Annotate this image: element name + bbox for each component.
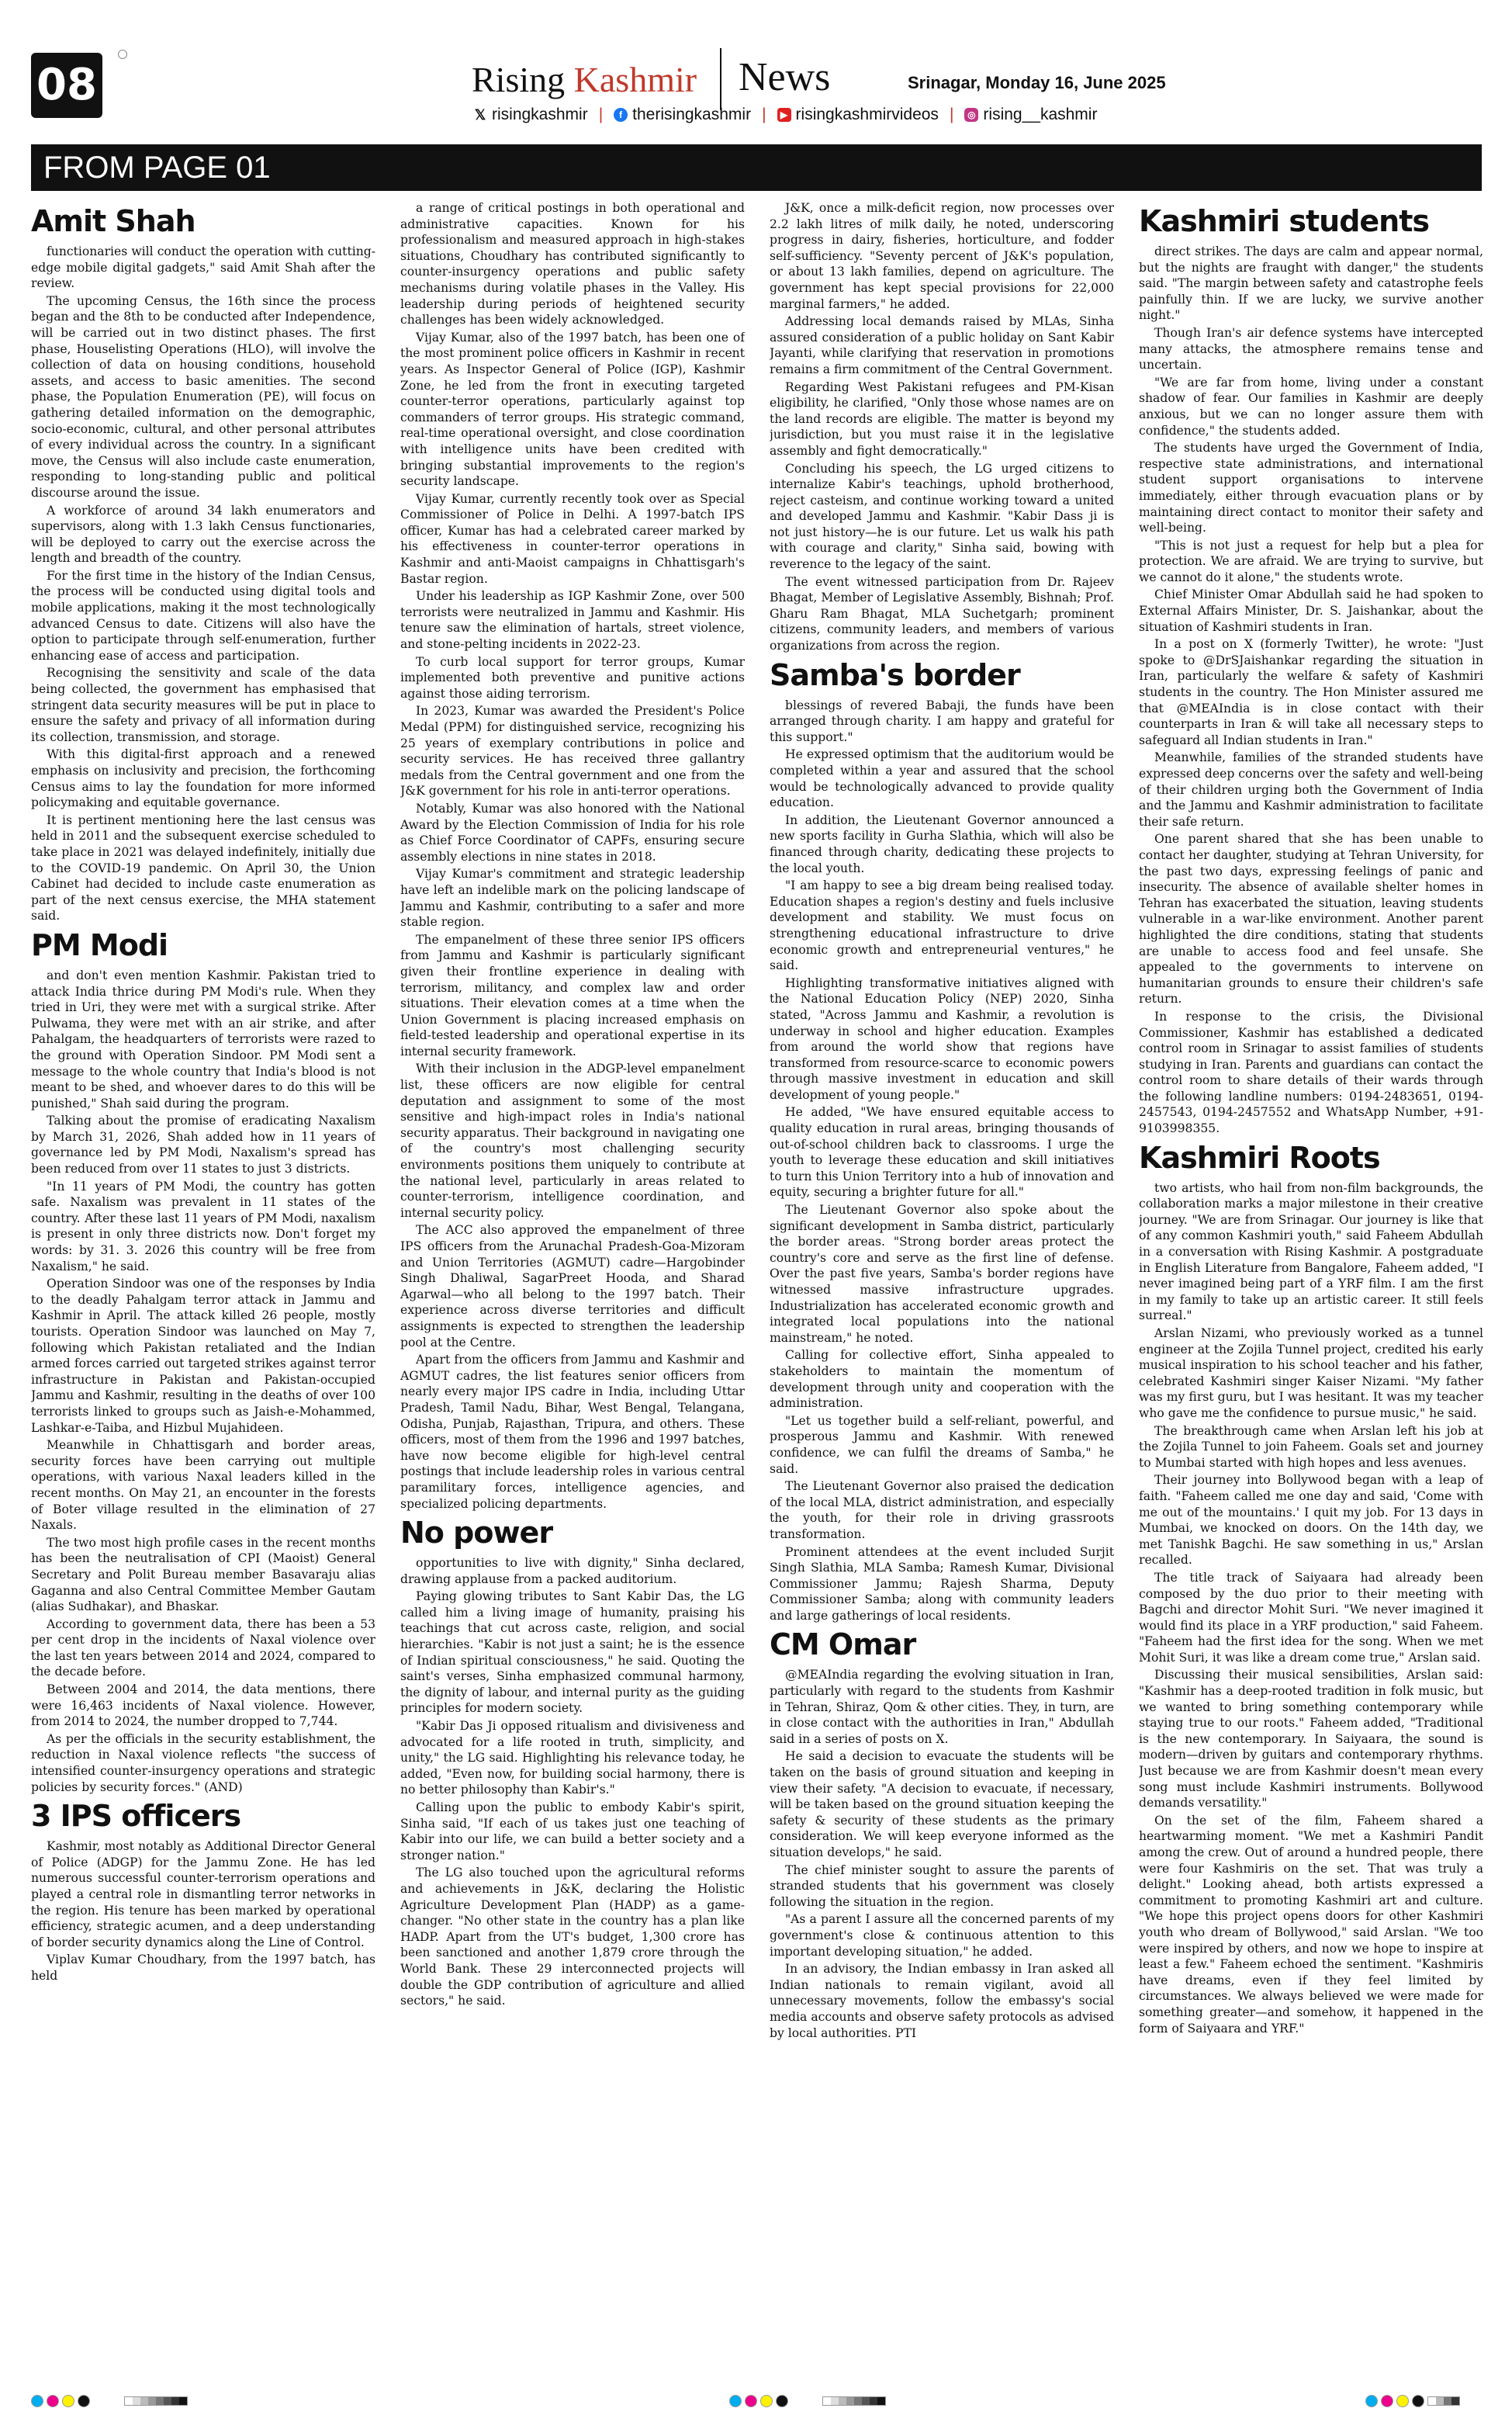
black-dot-icon	[776, 2395, 788, 2407]
instagram-icon: ◎	[964, 108, 978, 122]
article-paragraph: For the first time in the history of the Indian Census, the process will be conducted using digital tools and mobile applications, making it the most technologically advanced Census to date. Citizens will also have the option to participate through self-enumeration, further enhancing ease of access and participation.	[31, 568, 375, 663]
page-number: 08	[31, 53, 102, 118]
dateline: Srinagar, Monday 16, June 2025	[908, 73, 1166, 92]
section-banner: FROM PAGE 01	[31, 144, 1482, 191]
magenta-dot-icon	[47, 2395, 59, 2407]
article-paragraph: The ACC also approved the empanelment of three IPS officers from the Arunachal Pradesh-Goa-Mizoram and Union Territories (AGMUT) cadre—Hargobinder Singh Dhaliwal, SagarPreet Hooda, and Sharad Agarwal—who all belong to the 1997 batch. Their experience across diverse territories and difficult assignments is expected to strengthen the leadership pool at the Centre.	[400, 1223, 745, 1350]
article-paragraph: On the set of the film, Faheem shared a heartwarming moment. "We met a Kashmiri Pandit among the crew. Out of around a hundred people, there were four Kashmiris on the set. That was truly a delight." Looking ahead, both artists expressed a commitment to promoting Kashmiri art and culture. "We hope this project opens doors for other Kashmiri youth who dream of Bollywood," said Arslan. "We too were inspired by others, and now we hope to inspire at least a few." Faheem echoed the sentiment. "Kashmiris have dreams, even if they feel limited by circumstances. We always believed we were made for something greater—and somehow, it happened in the form of Saiyaara and YRF."	[1139, 1813, 1483, 2036]
article-paragraph: He expressed optimism that the auditorium would be completed within a year and assured that the school would be technologically advanced to provide quality education.	[770, 747, 1114, 810]
article-headline: Kashmiri students	[1139, 204, 1430, 238]
article-paragraph: In an advisory, the Indian embassy in Iran asked all Indian nationals to remain vigilant, avoid all unnecessary movements, follow the embassy's social media accounts and observe safety protocols as advised by local authorities. PTI	[770, 1962, 1114, 2040]
article-paragraph: Calling for collective effort, Sinha appealed to stakeholders to maintain the momentum of development through unity and cooperation with the administration.	[770, 1348, 1114, 1411]
article-headline: No power	[400, 1516, 553, 1551]
magenta-dot-icon	[1381, 2395, 1393, 2407]
black-dot-icon	[78, 2395, 90, 2407]
article-paragraph: "We are far from home, living under a constant shadow of fear. Our families in Kashmir are deeply anxious, but we can no longer assure them with confidence," the students added.	[1139, 375, 1483, 438]
article-paragraph: In response to the crisis, the Divisional Commissioner, Kashmir has established a dedicated control room in Srinagar to assist families of students studying in Iran. Parents and guardians can contact the control room to share details of their wards through the following landline numbers: 0194-2483651, 0194-2457543, 0194-2457552 and WhatsApp Number, +91-9103998355.	[1139, 1009, 1483, 1136]
facebook-icon: f	[614, 108, 628, 122]
tone-scale-left	[124, 2396, 188, 2406]
article-paragraph: Vijay Kumar's commitment and strategic leadership have left an indelible mark on the policing landscape of Jammu and Kashmir, contributing to a safer and more stable region.	[400, 867, 745, 930]
article-paragraph: Highlighting transformative initiatives aligned with the National Education Policy (NEP) 2020, Sinha stated, "Across Jammu and Kashmir, a revolution is underway in school and higher education. Examples from around the world show that regions have transformed from resource-scarce to economic powers through massive investment in education and skill development of young people."	[770, 975, 1114, 1102]
article-paragraph: The chief minister sought to assure the parents of stranded students that his government was closely following the situation in the region.	[770, 1862, 1114, 1909]
article-paragraph: Though Iran's air defence systems have intercepted many attacks, the atmosphere remains tense and uncertain.	[1139, 325, 1483, 372]
social-links	[473, 106, 1097, 124]
article-paragraph: The upcoming Census, the 16th since the process began and the 8th to be conducted after Independence, will be carried out in two distinct phases. The first phase, Houselisting Operations (HLO), will involve the collection of data on housing conditions, household assets, and access to basic amenities. The second phase, the Population Enumeration (PE), will focus on gathering detailed information on the demographic, socio-economic, cultural, and other personal attributes of every individual across the country. In a significant move, the Census will also include caste enumeration, responding to long-standing public and political discourse around the issue.	[31, 293, 375, 500]
article-paragraph: "This is not just a request for help but a plea for protection. We are afraid. We are trying to survive, but we cannot do it alone," the students wrote.	[1139, 538, 1483, 584]
social-handle: risingkashmir	[492, 106, 588, 123]
article-paragraph: The students have urged the Government of India, respective state administrations, and international student support organisations to intervene immediately, either through evacuation plans or by maintaining direct contact to monitor their safety and well-being.	[1139, 441, 1483, 535]
article-paragraph: Prominent attendees at the event included Surjit Singh Slathia, MLA Samba; Ramesh Kumar, Divisional Commissioner Jammu; Rajesh Sharma, Deputy Commissioner Samba; along with community leaders and large gatherings of local residents.	[770, 1544, 1114, 1623]
cyan-dot-icon	[1365, 2395, 1378, 2407]
color-dots-center	[729, 2395, 788, 2407]
brand-name-part1: Rising	[472, 60, 574, 99]
article-paragraph: Calling upon the public to embody Kabir's spirit, Sinha said, "If each of us takes just one teaching of Kabir into our life, we can build a better society and a stronger nation."	[400, 1800, 745, 1862]
social-handle: therisingkashmir	[632, 106, 752, 123]
article-paragraph: The event witnessed participation from Dr. Rajeev Bhagat, Member of Legislative Assembly, Bishnah; Prof. Gharu Ram Bhagat, MLA Suchetgarh; prominent citizens, community leaders, and members of various organizations from across the region.	[770, 574, 1114, 653]
article-paragraph: Apart from the officers from Jammu and Kashmir and AGMUT cadres, the list features senior officers from nearly every major IPS cadre in India, including Uttar Pradesh, Tamil Nadu, Bihar, West Bengal, Telangana, Odisha, Punjab, Rajasthan, Tripura, and others. These officers, most of them from the 1996 and 1997 batches, have now become eligible for high-level central postings that include leadership roles in various central paramilitary forces, intelligence agencies, and specialized policing departments.	[400, 1353, 745, 1511]
social-link-youtube[interactable]	[777, 106, 939, 124]
article-paragraph: It is pertinent mentioning here the last census was held in 2011 and the subsequent exercise scheduled to take place in 2021 was delayed indefinitely, initially due to the COVID-19 pandemic. On April 30, the Union Cabinet had decided to include caste enumeration as part of the next census exercise, the MHA statement said.	[31, 813, 375, 923]
youtube-icon: ▶	[777, 108, 791, 122]
column-3	[770, 200, 1114, 2358]
article-paragraph: The title track of Saiyaara had already been composed by the duo prior to their meeting with Bagchi and director Mohit Suri. "We never imagined it would find its place in a YRF production," said Faheem. "Faheem had the first idea for the song. When we met Mohit Suri, it was like a dream come true," Arslan said.	[1139, 1570, 1483, 1665]
column-4	[1139, 200, 1483, 2358]
brand-name-part2: Kashmir	[573, 60, 697, 99]
article-paragraph: The LG also touched upon the agricultural reforms and achievements in J&K, declaring the Holistic Agriculture Development Plan (HADP) as a game-changer. "No other state in the country has a plan like HADP. Apart from the UT's budget, 1,300 crore has been sanctioned and another 1,879 crore through the World Bank. These 29 interconnected projects will double the GDP contribution of agriculture and allied sectors," he said.	[400, 1866, 745, 2008]
article-paragraph: As per the officials in the security establishment, the reduction in Naxal violence reflects "the success of intensified counter-insurgency operations and strategic policies by security forces." (AND)	[31, 1731, 375, 1794]
article-paragraph: Meanwhile, families of the stranded students have expressed deep concerns over the safety and well-being of their children urging both the Government of India and the Jammu and Kashmir administration to facilitate their safe return.	[1139, 750, 1483, 829]
yellow-dot-icon	[1396, 2395, 1409, 2407]
article-paragraph: "I am happy to see a big dream being realised today. Education shapes a region's destiny and fuels inclusive development and stability. We must focus on strengthening educational infrastructure to drive economic growth and entrepreneurial ventures," he said.	[770, 878, 1114, 973]
article-paragraph: The empanelment of these three senior IPS officers from Jammu and Kashmir is particularly significant given their frontline experience in dealing with terrorism, militancy, and complex law and order situations. Their elevation comes at a time when the Union Government is placing increased emphasis on field-tested leadership and operational expertise in its internal security framework.	[400, 932, 745, 1059]
article-paragraph: Recognising the sensitivity and scale of the data being collected, the government has emphasised that stringent data security measures will be put in place to ensure the safety and privacy of all information during its collection, transmission, and storage.	[31, 666, 375, 744]
social-link-x[interactable]	[473, 106, 588, 124]
magenta-dot-icon	[745, 2395, 757, 2407]
cyan-dot-icon	[31, 2395, 43, 2407]
article-columns	[31, 200, 1482, 2358]
registration-mark-icon	[118, 50, 127, 59]
social-handle: risingkashmirvideos	[795, 106, 939, 123]
article-paragraph: a range of critical postings in both operational and administrative capacities. Known for his professionalism and measured approach in high-stakes situations, Choudhary has contributed significantly to counter-insurgency operations and public safety mechanisms during volatile phases in the Valley. His leadership during periods of heightened security challenges has been widely acknowledged.	[400, 201, 745, 327]
article-paragraph: J&K, once a milk-deficit region, now processes over 2.2 lakh litres of milk daily, he noted, underscoring progress in dairy, fisheries, horticulture, and fodder self-sufficiency. "Seventy percent of J&K's population, or about 13 lakh families, depend on agriculture. The government has kept special provisions for 22,000 marginal farmers," he added.	[770, 201, 1114, 311]
article-paragraph: @MEAIndia regarding the evolving situation in Iran, particularly with regard to the students from Kashmir in Tehran, Shiraz, Qom & other cities. They, in turn, are in close contact with the authorities in Iran," Abdullah said in a series of posts on X.	[770, 1668, 1114, 1746]
article-paragraph: Chief Minister Omar Abdullah said he had spoken to External Affairs Minister, Dr. S. Jaishankar, about the situation of Kashmiri students in Iran.	[1139, 587, 1483, 634]
article-paragraph: Discussing their musical sensibilities, Arslan said: "Kashmir has a deep-rooted tradition in folk music, but we wanted to bring something contemporary while staying true to our roots." Faheem added, "Traditional is the new contemporary. In Saiyaara, the sound is modern—driven by guitars and contemporary rhythms. Just because we are from Kashmir doesn't mean every song must include Kashmiri instruments. Bollywood demands versatility."	[1139, 1668, 1483, 1810]
article-headline: PM Modi	[31, 927, 168, 962]
article-paragraph: According to government data, there has been a 53 per cent drop in the incidents of Naxal violence over the last ten years between 2014 and 2024, compared to the decade before.	[31, 1616, 375, 1679]
article-headline: Amit Shah	[31, 204, 195, 238]
cyan-dot-icon	[729, 2395, 742, 2407]
article-paragraph: The two most high profile cases in the recent months has been the neutralisation of CPI (Maoist) General Secretary and Polit Bureau member Basavaraju alias Gaganna and also Central Committee Member Gautam (alias Sudhakar), and Bhaskar.	[31, 1535, 375, 1614]
article-paragraph: With this digital-first approach and a renewed emphasis on inclusivity and precision, the forthcoming Census aims to lay the foundation for more informed policymaking and equitable governance.	[31, 747, 375, 810]
article-paragraph: Viplav Kumar Choudhary, from the 1997 batch, has held	[31, 1953, 375, 1983]
article-paragraph: Kashmir, most notably as Additional Director General of Police (ADGP) for the Jammu Zone. He has led numerous successful counter-terrorism operations and played a central role in dismantling terror networks in the region. His tenure has been marked by operational efficiency, strategic acumen, and a deep understanding of border security dynamics along the Line of Control.	[31, 1839, 375, 1949]
article-paragraph: A workforce of around 34 lakh enumerators and supervisors, along with 1.3 lakh Census functionaries, will be deployed to carry out the exercise across the length and breadth of the country.	[31, 503, 375, 566]
social-link-facebook[interactable]	[614, 106, 751, 124]
tone-scale-center	[822, 2396, 886, 2406]
article-paragraph: To curb local support for terror groups, Kumar implemented both preventive and punitive actions against those aiding terrorism.	[400, 654, 745, 701]
article-paragraph: With their inclusion in the ADGP-level empanelment list, these officers are now eligible for central deputation and assignment to some of the most sensitive and high-impact roles in India's national security apparatus. Their background in navigating one of the country's most challenging security environments positions them uniquely to contribute at the national level, particularly in areas related to counter-terrorism, intelligence coordination, and internal security policy.	[400, 1062, 745, 1220]
article-paragraph: Vijay Kumar, also of the 1997 batch, has been one of the most prominent police officers in Kashmir in recent years. As Inspector General of Police (IGP), Kashmir Zone, he led from the front in executing targeted counter-terror operations, particularly against top commanders of terror groups. His strategic command, real-time operational oversight, and close coordination with intelligence units have been credited with bringing substantial improvements to the region's security landscape.	[400, 330, 745, 489]
separator: |	[949, 106, 954, 123]
article-headline: 3 IPS officers	[31, 1799, 241, 1834]
article-paragraph: Regarding West Pakistani refugees and PM-Kisan eligibility, he clarified, "Only those whose names are on the land records are eligible. The matter is beyond my jurisdiction, but you must raise it in the legislative assembly and fight democratically."	[770, 379, 1114, 458]
header-divider	[720, 48, 721, 110]
social-link-instagram[interactable]	[964, 106, 1097, 124]
yellow-dot-icon	[62, 2395, 74, 2407]
social-handle: rising__kashmir	[983, 106, 1098, 123]
print-registration-bar	[31, 2392, 1482, 2410]
article-paragraph: Arslan Nizami, who previously worked as a tunnel engineer at the Zojila Tunnel project, credited his early musical inspiration to his school teacher and his father, celebrated Kashmiri singer Kaiser Nizami. "My father was my first guru, but I was hesitant. It was my teacher who gave me the confidence to pursue music," he said.	[1139, 1326, 1483, 1420]
separator: |	[762, 106, 766, 123]
article-paragraph: Talking about the promise of eradicating Naxalism by March 31, 2026, Shah added how in 11 years of governance led by PM Modi, Naxalism's spread has been reduced from over 11 states to just 3 districts.	[31, 1114, 375, 1176]
color-dots-left	[31, 2395, 90, 2407]
article-paragraph: Addressing local demands raised by MLAs, Sinha assured consideration of a public holiday on Sant Kabir Jayanti, while clarifying that reservation in promotions remains a firm commitment of the Central Government.	[770, 314, 1114, 376]
article-paragraph: Concluding his speech, the LG urged citizens to internalize Kabir's teachings, uphold brotherhood, reject casteism, and continue working toward a united and developed Jammu and Kashmir. "Kabir Dass ji is not just history—he is our future. Let us walk his path with courage and clarity," Sinha said, bowing with reverence to the legacy of the saint.	[770, 461, 1114, 572]
color-dots-right	[1365, 2395, 1424, 2407]
masthead	[31, 45, 1482, 138]
article-paragraph: Operation Sindoor was one of the responses by India to the deadly Pahalgam terror attack in Jammu and Kashmir in April. The attack killed 26 people, mostly tourists. Operation Sindoor was launched on May 7, following which Pakistan retaliated and the Indian armed forces carried out targeted strikes against terror infrastructure in Pakistan and Pakistan-occupied Jammu and Kashmir, resulting in the deaths of over 100 terrorists linked to groups such as Jaish-e-Mohammed, Lashkar-e-Taiba, and Hizbul Mujahideen.	[31, 1277, 375, 1435]
article-paragraph: Notably, Kumar was also honored with the National Award by the Election Commission of India for his role as Chief Force Coordinator of CAPFs, ensuring secure assembly elections in nine states in 2018.	[400, 801, 745, 864]
article-paragraph: Paying glowing tributes to Sant Kabir Das, the LG called him a living image of humanity, praising his teachings that cut across caste, religion, and social hierarchies. "Kabir is not just a saint; he is the essence of Indian spiritual consciousness," he said. Quoting the saint's verses, Sinha emphasized communal harmony, the dignity of labour, and internal purity as the guiding principles for modern society.	[400, 1589, 745, 1716]
article-paragraph: two artists, who hail from non-film backgrounds, the collaboration marks a major milestone in their creative journey. "We are from Srinagar. Our journey is like that of any common Kashmiri youth," said Faheem Abdullah in a conversation with Rising Kashmir. A postgraduate in English Literature from Bangalore, Faheem added, "I never imagined being part of a YRF film. I am the first in my family to take up an artistic career. It still feels surreal."	[1139, 1180, 1483, 1323]
article-paragraph: One parent shared that she has been unable to contact her daughter, studying at Tehran University, for the past two days, expressing feelings of panic and insecurity. The absence of available shelter homes in Tehran has exacerbated the situation, leaving students vulnerable in a war-like environment. Another parent highlighted the dire conditions, stating that students are unable to access food and feel unsafe. She appealed to the governments to intervene on humanitarian grounds to ensure their children's safe return.	[1139, 832, 1483, 1007]
article-paragraph: In 2023, Kumar was awarded the President's Police Medal (PPM) for distinguished service, recognizing his 25 years of exemplary contributions in police and security services. He has received three gallantry medals from the Central government and one from the J&K government for his role in anti-terror operations.	[400, 704, 745, 799]
column-1	[31, 200, 375, 2358]
article-paragraph: In addition, the Lieutenant Governor announced a new sports facility in Gurha Slathia, which will also be financed through charity, dedicating these projects to the local youth.	[770, 813, 1114, 875]
black-dot-icon	[1412, 2395, 1424, 2407]
article-paragraph: Between 2004 and 2014, the data mentions, there were 16,463 incidents of Naxal violence. However, from 2014 to 2024, the number dropped to 7,744.	[31, 1682, 375, 1729]
article-paragraph: He said a decision to evacuate the students will be taken on the basis of ground situation and keeping in view their safety. "A decision to evacuate, if necessary, will be taken based on the ground situation keeping the safety & security of these students as the primary consideration. We will keep everyone informed as the situation develops," he said.	[770, 1749, 1114, 1859]
article-paragraph: The breakthrough came when Arslan left his job at the Zojila Tunnel to join Faheem. Goals set and journey to Mumbai started with high hopes and less avenues.	[1139, 1423, 1483, 1470]
article-paragraph: functionaries will conduct the operation with cutting-edge mobile digital gadgets," said Amit Shah after the review.	[31, 244, 375, 291]
section-name: News	[739, 55, 831, 99]
separator: |	[598, 106, 604, 123]
article-paragraph: "In 11 years of PM Modi, the country has gotten safe. Naxalism was prevalent in 11 states of the country. After these last 11 years of PM Modi, naxalism is present in only three districts now. Don't forget my words: by 31. 3. 2026 this country will be free from Naxalism," he said.	[31, 1179, 375, 1273]
article-paragraph: blessings of revered Babaji, the funds have been arranged through charity. I am happy and grateful for this support."	[770, 698, 1114, 744]
x-icon: 𝕏	[474, 107, 486, 123]
article-paragraph: He added, "We have ensured equitable access to quality education in rural areas, bringing thousands of out-of-school children back to classrooms. I urge the youth to leverage these education and skill initiatives to turn this Union Territory into a hub of innovation and equity, securing a brighter future for all."	[770, 1105, 1114, 1200]
article-paragraph: and don't even mention Kashmir. Pakistan tried to attack India thrice during PM Modi's rule. When they tried in Uri, they were met with a surgical strike. After Pulwama, they were met with an air strike, and after Pahalgam, the headquarters of terrorists were razed to the ground with Operation Sindoor. PM Modi sent a message to the whole country that India's blood is not meant to be shed, and whoever dares to do this will be punished," Shah said during the program.	[31, 968, 375, 1111]
column-2	[400, 200, 745, 2358]
article-paragraph: The Lieutenant Governor also praised the dedication of the local MLA, district administration, and especially the youth, for their role in driving grassroots transformation.	[770, 1479, 1114, 1541]
article-paragraph: "Kabir Das Ji opposed ritualism and divisiveness and advocated for a life rooted in truth, simplicity, and unity," the LG said. Highlighting his relevance today, he added, "Even now, for building social harmony, there is no better philosophy than Kabir's."	[400, 1719, 745, 1797]
article-paragraph: "Let us together build a self-reliant, powerful, and prosperous Jammu and Kashmir. With renewed confidence, we can fulfil the dreams of Samba," he said.	[770, 1413, 1114, 1476]
article-paragraph: Under his leadership as IGP Kashmir Zone, over 500 terrorists were neutralized in Jammu and Kashmir. His tenure saw the elimination of hartals, street violence, and stone-pelting incidents in 2022-23.	[400, 589, 745, 652]
article-headline: Samba's border	[770, 657, 1020, 692]
article-paragraph: Meanwhile in Chhattisgarh and border areas, security forces have been carrying out multiple operations, with various Naxal leaders killed in the recent months. On May 21, an encounter in the forests of Boter village resulted in the elimination of 27 Naxals.	[31, 1438, 375, 1533]
article-paragraph: opportunities to live with dignity," Sinha declared, drawing applause from a packed auditorium.	[400, 1556, 745, 1586]
article-paragraph: direct strikes. The days are calm and appear normal, but the nights are fraught with danger," the students said. "The margin between safety and catastrophe feels painfully thin. If we are lucky, we survive another night."	[1139, 244, 1483, 323]
yellow-dot-icon	[760, 2395, 773, 2407]
article-paragraph: The Lieutenant Governor also spoke about the significant development in Samba district, particularly the border areas. "Strong border areas protect the country's core and serve as the first line of defense. Over the past five years, Samba's border regions have witnessed massive infrastructure upgrades. Industrialization has accelerated economic growth and integrated local populations into the national mainstream," he noted.	[770, 1203, 1114, 1345]
article-headline: Kashmiri Roots	[1139, 1140, 1380, 1175]
article-paragraph: In a post on X (formerly Twitter), he wrote: "Just spoke to @DrSJaishankar regarding the situation in Iran, particularly the welfare & safety of Kashmiri students in the country. The Hon Minister assured me that @MEAIndia is in close contact with their counterparts in Iran & will take all necessary steps to safeguard all Indian students in Iran."	[1139, 637, 1483, 747]
article-paragraph: "As a parent I assure all the concerned parents of my government's close & continuous attention to this important developing situation," he added.	[770, 1912, 1114, 1959]
article-paragraph: Vijay Kumar, currently recently took over as Special Commissioner of Police in Delhi. A 1997-batch IPS officer, Kumar has had a celebrated career marked by his effectiveness in counter-terror operations in Kashmir and anti-Maoist campaigns in Chhattisgarh's Bastar region.	[400, 491, 745, 586]
brand-logo[interactable]	[472, 59, 697, 100]
article-headline: CM Omar	[770, 1627, 916, 1662]
tone-scale-right	[1427, 2396, 1460, 2406]
article-paragraph: Their journey into Bollywood began with a leap of faith. "Faheem called me one day and said, 'Come with me out of the mountains.' I quit my job. For 13 days in Mumbai, we knocked on doors. On the 14th day, we met Tanishk Bagchi. He saw something in us," Arslan recalled.	[1139, 1473, 1483, 1568]
